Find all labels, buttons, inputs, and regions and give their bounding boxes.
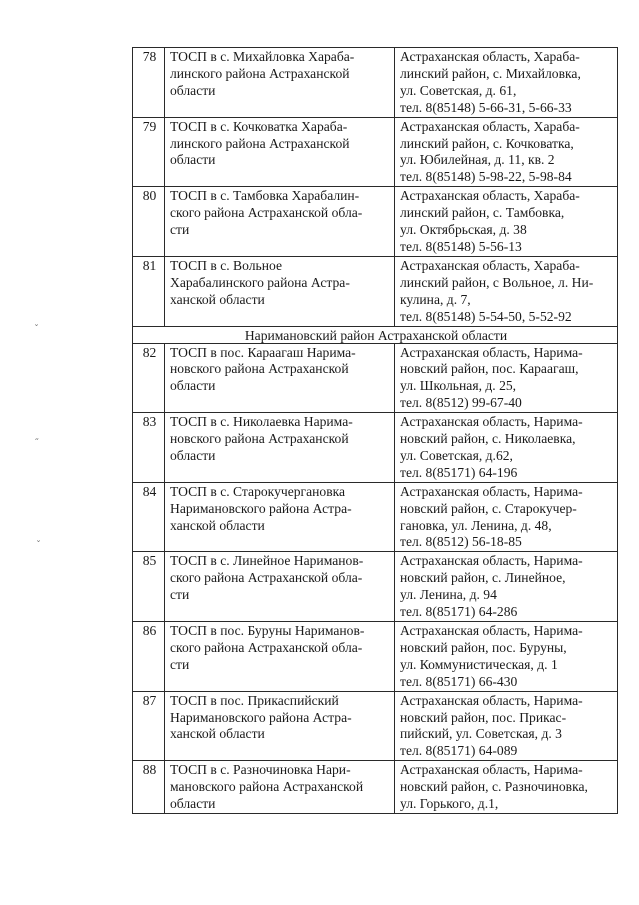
row-number: 86	[133, 622, 165, 692]
organization-address-line: тел. 8(85171) 64-286	[400, 604, 518, 620]
organization-name-line: области	[170, 152, 216, 168]
row-number: 78	[133, 48, 165, 118]
organization-address-line: линский район, с Вольное, л. Ни-	[400, 274, 594, 290]
organization-name-line: ского района Астраханской обла-	[170, 570, 363, 586]
organization-address	[395, 622, 618, 692]
organization-address-line: тел. 8(85148) 5-98-22, 5-98-84	[400, 169, 572, 185]
organization-name	[165, 622, 395, 692]
table-body-narimanov	[133, 343, 618, 813]
table-row	[133, 117, 618, 187]
organization-address-line: Астраханская область, Хараба-	[400, 49, 580, 64]
organization-address-line: Астраханская область, Нарима-	[400, 692, 583, 708]
organization-address-line: ул. Школьная, д. 25,	[400, 378, 517, 394]
organization-name-line: области	[170, 82, 216, 98]
row-number: 83	[133, 413, 165, 483]
organization-address-line: ул. Юбилейная, д. 11, кв. 2	[400, 152, 555, 168]
table-row	[133, 48, 618, 118]
organization-address	[395, 761, 618, 814]
organization-address-line: новский район, с. Разночиновка,	[400, 779, 588, 795]
table-row	[133, 691, 618, 761]
organization-address-line: тел. 8(85171) 66-430	[400, 673, 518, 689]
organization-name-line: ТОСП в с. Тамбовка Харабалин-	[170, 188, 360, 204]
organization-address-line: Астраханская область, Нарима-	[400, 762, 583, 778]
organization-address-line: линский район, с. Михайловка,	[400, 65, 581, 81]
table-row	[133, 413, 618, 483]
table-row	[133, 622, 618, 692]
organization-address-line: новский район, пос. Прикас-	[400, 709, 567, 725]
organization-name	[165, 691, 395, 761]
organization-name-line: ханской области	[170, 291, 265, 307]
organization-name-line: области	[170, 447, 216, 463]
organization-name-line: ТОСП в с. Линейное Нариманов-	[170, 553, 364, 569]
table-row	[133, 187, 618, 257]
organization-name-line: линского района Астраханской	[170, 65, 350, 81]
organization-address-line: тел. 8(85148) 5-54-50, 5-52-92	[400, 308, 572, 324]
organization-address-line: Астраханская область, Хараба-	[400, 257, 580, 273]
organization-name-line: линского района Астраханской	[170, 135, 350, 151]
table-row	[133, 256, 618, 326]
organization-address	[395, 552, 618, 622]
row-number: 82	[133, 343, 165, 413]
organization-address	[395, 691, 618, 761]
organization-address	[395, 256, 618, 326]
organization-name-line: ТОСП в пос. Прикаспийский	[170, 692, 339, 708]
organization-name	[165, 343, 395, 413]
table-row	[133, 552, 618, 622]
organization-address-line: новский район, пос. Караагаш,	[400, 361, 579, 377]
organization-name	[165, 256, 395, 326]
organization-address-line: гановка, ул. Ленина, д. 48,	[400, 517, 552, 533]
table-body-kharabali	[133, 48, 618, 327]
organization-address	[395, 482, 618, 552]
organizations-table	[132, 47, 618, 814]
row-number: 87	[133, 691, 165, 761]
organization-address-line: тел. 8(85148) 5-66-31, 5-66-33	[400, 99, 572, 115]
organization-address-line: новский район, пос. Буруны,	[400, 639, 567, 655]
scan-mark: ˇ	[34, 324, 39, 335]
organization-name	[165, 552, 395, 622]
organization-address-line: новский район, с. Линейное,	[400, 570, 566, 586]
organization-address-line: Астраханская область, Нарима-	[400, 553, 583, 569]
organization-name	[165, 117, 395, 187]
organization-address-line: линский район, с. Тамбовка,	[400, 205, 565, 221]
organization-address-line: новский район, с. Старокучер-	[400, 500, 577, 516]
organization-address	[395, 413, 618, 483]
row-number: 81	[133, 256, 165, 326]
organization-address-line: ул. Советская, д. 61,	[400, 82, 517, 98]
organization-address-line: тел. 8(8512) 56-18-85	[400, 534, 522, 550]
organization-address	[395, 187, 618, 257]
organization-address-line: тел. 8(85171) 64-196	[400, 464, 518, 480]
organization-name	[165, 187, 395, 257]
organization-name-line: области	[170, 796, 216, 812]
organization-name-line: Наримановского района Астра-	[170, 500, 352, 516]
organization-name-line: сти	[170, 222, 190, 238]
organization-address-line: пийский, ул. Советская, д. 3	[400, 726, 562, 742]
organization-name-line: области	[170, 378, 216, 394]
organization-address-line: ул. Коммунистическая, д. 1	[400, 656, 558, 672]
organization-name-line: ТОСП в с. Кочковатка Хараба-	[170, 118, 348, 134]
organization-address	[395, 117, 618, 187]
row-number: 85	[133, 552, 165, 622]
organization-address-line: Астраханская область, Нарима-	[400, 623, 583, 638]
organization-name	[165, 761, 395, 814]
organization-name-line: ТОСП в с. Михайловка Хараба-	[170, 49, 355, 64]
organization-address-line: ул. Советская, д.62,	[400, 447, 513, 463]
table-row	[133, 761, 618, 814]
organization-name-line: сти	[170, 656, 190, 672]
organization-address-line: Астраханская область, Нарима-	[400, 414, 583, 430]
organization-name-line: ТОСП в с. Разночиновка Нари-	[170, 762, 351, 778]
organization-name-line: новского района Астраханской	[170, 431, 349, 447]
organization-address-line: Астраханская область, Хараба-	[400, 188, 580, 204]
organization-name-line: сти	[170, 587, 190, 603]
organization-address-line: Астраханская область, Нарима-	[400, 483, 583, 499]
section-title: Наримановский район Астраханской области	[133, 326, 618, 343]
organization-name-line: ТОСП в пос. Буруны Нариманов-	[170, 623, 365, 638]
organization-name	[165, 48, 395, 118]
section-header-row	[133, 326, 618, 343]
row-number: 88	[133, 761, 165, 814]
table-row	[133, 343, 618, 413]
organization-address-line: ул. Октябрьская, д. 38	[400, 222, 527, 238]
organization-name-line: ТОСП в с. Николаевка Нарима-	[170, 414, 353, 430]
organization-address	[395, 343, 618, 413]
organization-name-line: мановского района Астраханской	[170, 779, 364, 795]
organization-name-line: ханской области	[170, 726, 265, 742]
organization-name-line: ханской области	[170, 517, 265, 533]
organization-address-line: новский район, с. Николаевка,	[400, 431, 576, 447]
section-header-body	[133, 326, 618, 343]
row-number: 80	[133, 187, 165, 257]
table-row	[133, 482, 618, 552]
organization-name-line: ского района Астраханской обла-	[170, 639, 363, 655]
organization-name-line: Харабалинского района Астра-	[170, 274, 350, 290]
organization-name-line: новского района Астраханской	[170, 361, 349, 377]
scan-mark: ˇ	[36, 540, 41, 551]
organization-name-line: ского района Астраханской обла-	[170, 205, 363, 221]
organization-name-line: ТОСП в с. Старокучергановка	[170, 483, 346, 499]
organization-name-line: Наримановского района Астра-	[170, 709, 352, 725]
organization-address-line: ул. Ленина, д. 94	[400, 587, 497, 603]
organization-address-line: тел. 8(85171) 64-089	[400, 743, 518, 759]
row-number: 79	[133, 117, 165, 187]
organization-address-line: тел. 8(8512) 99-67-40	[400, 395, 522, 411]
organization-address-line: линский район, с. Кочковатка,	[400, 135, 574, 151]
organization-address-line: Астраханская область, Хараба-	[400, 118, 580, 134]
organization-name	[165, 413, 395, 483]
organization-name-line: ТОСП в с. Вольное	[170, 257, 282, 273]
organization-address	[395, 48, 618, 118]
organization-address-line: тел. 8(85148) 5-56-13	[400, 238, 522, 254]
organization-address-line: Астраханская область, Нарима-	[400, 344, 583, 360]
scan-mark: ˝	[34, 438, 39, 449]
row-number: 84	[133, 482, 165, 552]
organization-address-line: кулина, д. 7,	[400, 291, 471, 307]
organization-address-line: ул. Горького, д.1,	[400, 796, 499, 812]
organization-name	[165, 482, 395, 552]
organization-name-line: ТОСП в пос. Караагаш Нарима-	[170, 344, 356, 360]
